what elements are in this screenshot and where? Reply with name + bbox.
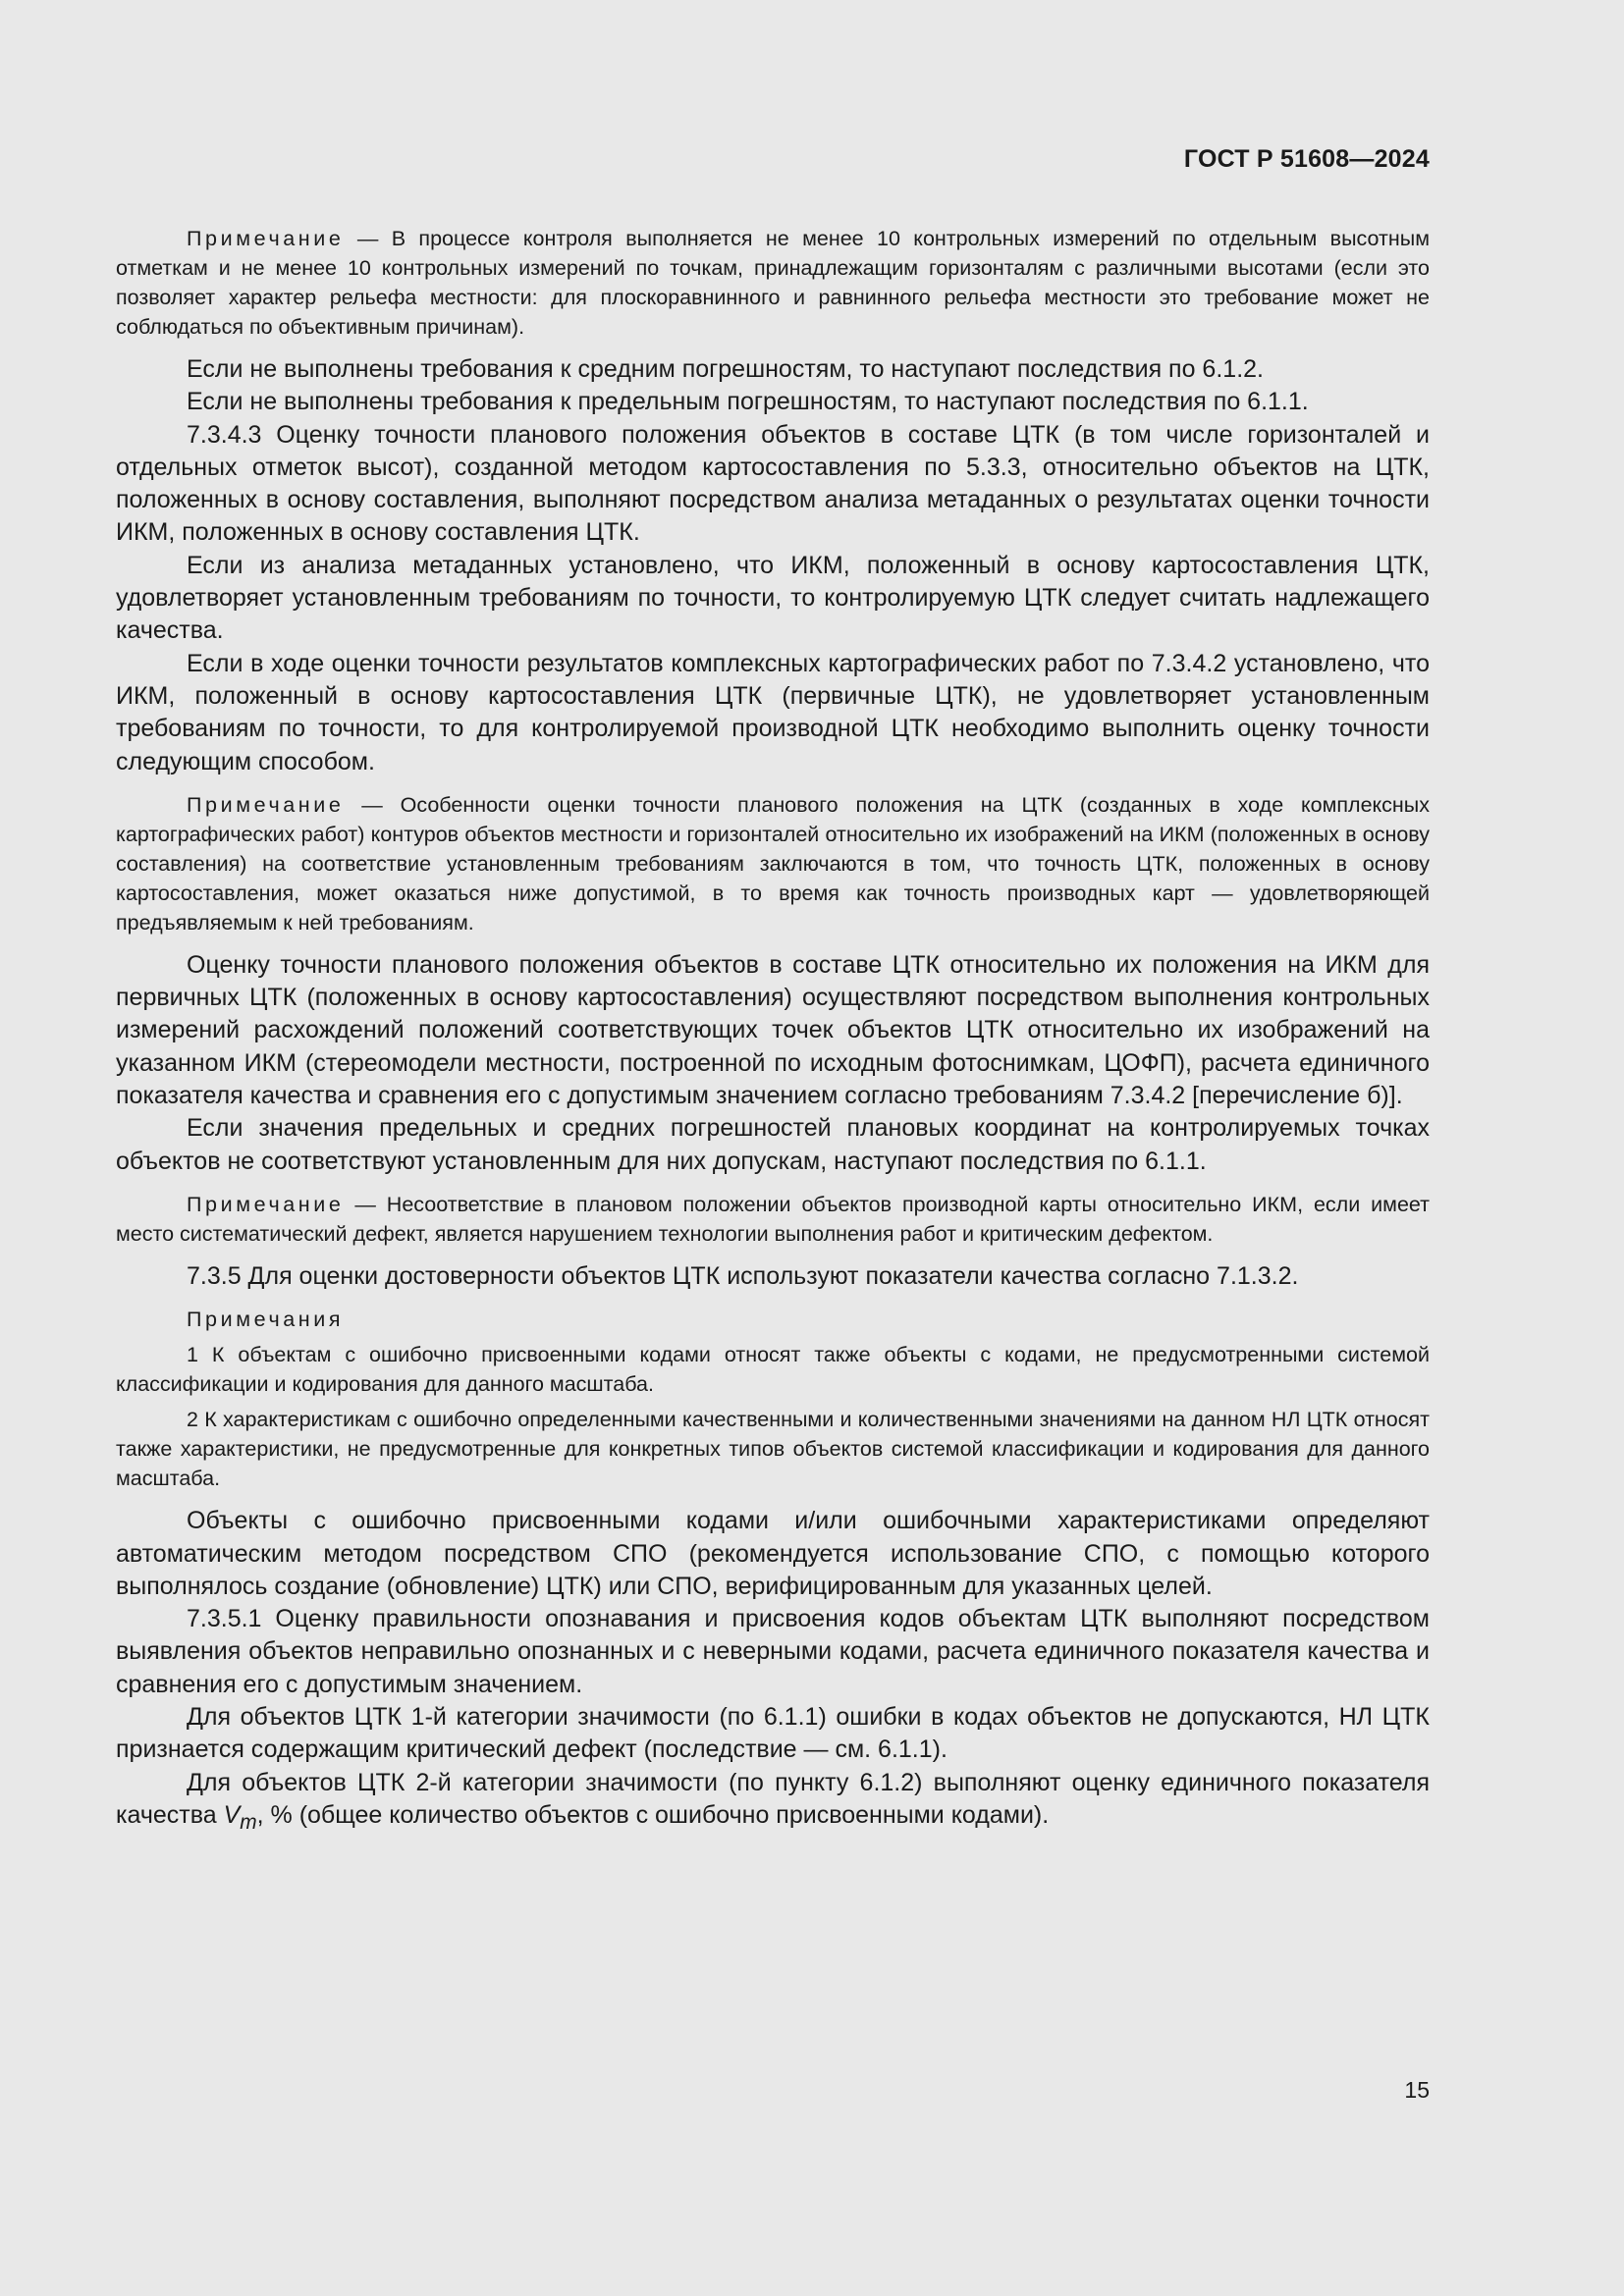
body-paragraph: Для объектов ЦТК 1-й категории значимости (по 6.1.1) ошибки в кодах объектов не допускаются, НЛ ЦТК признается содержащим критический дефект (последствие — см. 6.1.1). <box>116 1703 1430 1764</box>
section-7-3-5-1: 7.3.5.1 Оценку правильности опознавания и присвоения кодов объектам ЦТК выполняют посредством выявления объектов неправильно опознанных и с неверными кодами, расчета единичного показателя качества и сравнения его с допустимым значением. <box>116 1605 1430 1698</box>
section-7-3-5: 7.3.5 Для оценки достоверности объектов ЦТК используют показатели качества согласно 7.1.3.2. <box>187 1261 1299 1290</box>
body-paragraph: Если в ходе оценки точности результатов комплексных картографических работ по 7.3.4.2 установлено, что ИКМ, положенный в основу картосоставления ЦТК (первичные ЦТК), не удовлетворяет установленным требованиям по точности, то для контролируемой производной ЦТК необходимо выполнить оценку точности следующим способом. <box>116 649 1430 775</box>
text-after-variable: , % (общее количество объектов с ошибочно присвоенными кодами). <box>256 1800 1050 1829</box>
standard-header: ГОСТ Р 51608—2024 <box>1183 145 1430 173</box>
note-paragraph <box>116 1190 1430 1249</box>
note-label: Примечание <box>187 792 345 817</box>
body-paragraph: Если не выполнены требования к средним погрешностям, то наступают последствия по 6.1.2. <box>187 355 1264 383</box>
note-paragraph <box>116 790 1430 937</box>
body-paragraph: Если не выполнены требования к предельным погрешностям, то наступают последствия по 6.1.1. <box>187 388 1309 416</box>
notes-title: Примечания <box>187 1308 345 1332</box>
note-item-1: 1 К объектам с ошибочно присвоенными кодами относят также объекты с кодами, не предусмотренными системой классификации и кодирования для данного масштаба. <box>116 1343 1430 1397</box>
note-item-2: 2 К характеристикам с ошибочно определенными качественными и количественными значениями на данном НЛ ЦТК относят также характеристики, не предусмотренные для конкретных типов объектов системой классификации и кодирования для данного масштаба. <box>116 1408 1430 1491</box>
page-content <box>116 224 1430 1839</box>
body-paragraph-with-variable <box>116 1767 1430 1840</box>
note-paragraph <box>116 224 1430 342</box>
note-text: — В процессе контроля выполняется не менее 10 контрольных измерений по отдельным высотным отметкам и не менее 10 контрольных измерений по точкам, принадлежащим горизонталям с различными высотами (если это позволяет характер рельефа местности: для плоскоравнинного и равнинного рельефа местности это требование может не соблюдаться по объективным причинам). <box>116 227 1430 339</box>
page-number: 15 <box>1404 2077 1430 2103</box>
note-label: Примечание <box>187 227 345 250</box>
body-paragraph: Объекты с ошибочно присвоенными кодами и/или ошибочными характеристиками определяют автоматическим методом посредством СПО (рекомендуется использование СПО, с помощью которого выполнялось создание (обновление) ЦТК) или СПО, верифицированным для указанных целей. <box>116 1507 1430 1600</box>
variable-v: V <box>223 1800 241 1829</box>
note-text: — Особенности оценки точности планового положения на ЦТК (созданных в ходе комплексных картографических работ) контуров объектов местности и горизонталей относительно их изображений на ИКМ (положенных в основу составления) на соответствие установленным требованиям заключаются в том, что точность ЦТК, положенных в основу картосоставления, может оказаться ниже допустимой, в то время как точность производных карт — удовлетворяющей предъявляемым к ней требованиям. <box>116 792 1430 934</box>
text-before-variable: Для объектов ЦТК 2-й категории значимости (по пункту 6.1.2) выполняют оценку единичного показателя качества <box>116 1768 1430 1829</box>
body-paragraph: Если из анализа метаданных установлено, что ИКМ, положенный в основу картосоставления ЦТК, удовлетворяет установленным требованиям по точности, то контролируемую ЦТК следует считать надлежащего качества. <box>116 551 1430 645</box>
note-label: Примечание <box>187 1192 345 1216</box>
section-7-3-4-3: 7.3.4.3 Оценку точности планового положения объектов в составе ЦТК (в том числе горизонталей и отдельных отметок высот), созданной методом картосоставления по 5.3.3, относительно объектов на ЦТК, положенных в основу составления, выполняют посредством анализа метаданных о результатах оценки точности ИКМ, положенных в основу составления ЦТК. <box>116 420 1430 547</box>
note-text: — Несоответствие в плановом положении объектов производной карты относительно ИКМ, если имеет место систематический дефект, является нарушением технологии выполнения работ и критическим дефектом. <box>116 1192 1430 1246</box>
variable-subscript: m <box>240 1810 257 1834</box>
body-paragraph: Если значения предельных и средних погрешностей плановых координат на контролируемых точках объектов не соответствуют установленным для них допускам, наступают последствия по 6.1.1. <box>116 1114 1430 1175</box>
body-paragraph: Оценку точности планового положения объектов в составе ЦТК относительно их положения на ИКМ для первичных ЦТК (положенных в основу картосоставления) осуществляют посредством выполнения контрольных измерений расхождений положений соответствующих точек объектов ЦТК относительно их изображений на указанном ИКМ (стереомодели местности, построенной по исходным фотоснимкам, ЦОФП), расчета единичного показателя качества и сравнения его с допустимым значением согласно требованиям 7.3.4.2 [перечисление б)]. <box>116 950 1430 1110</box>
